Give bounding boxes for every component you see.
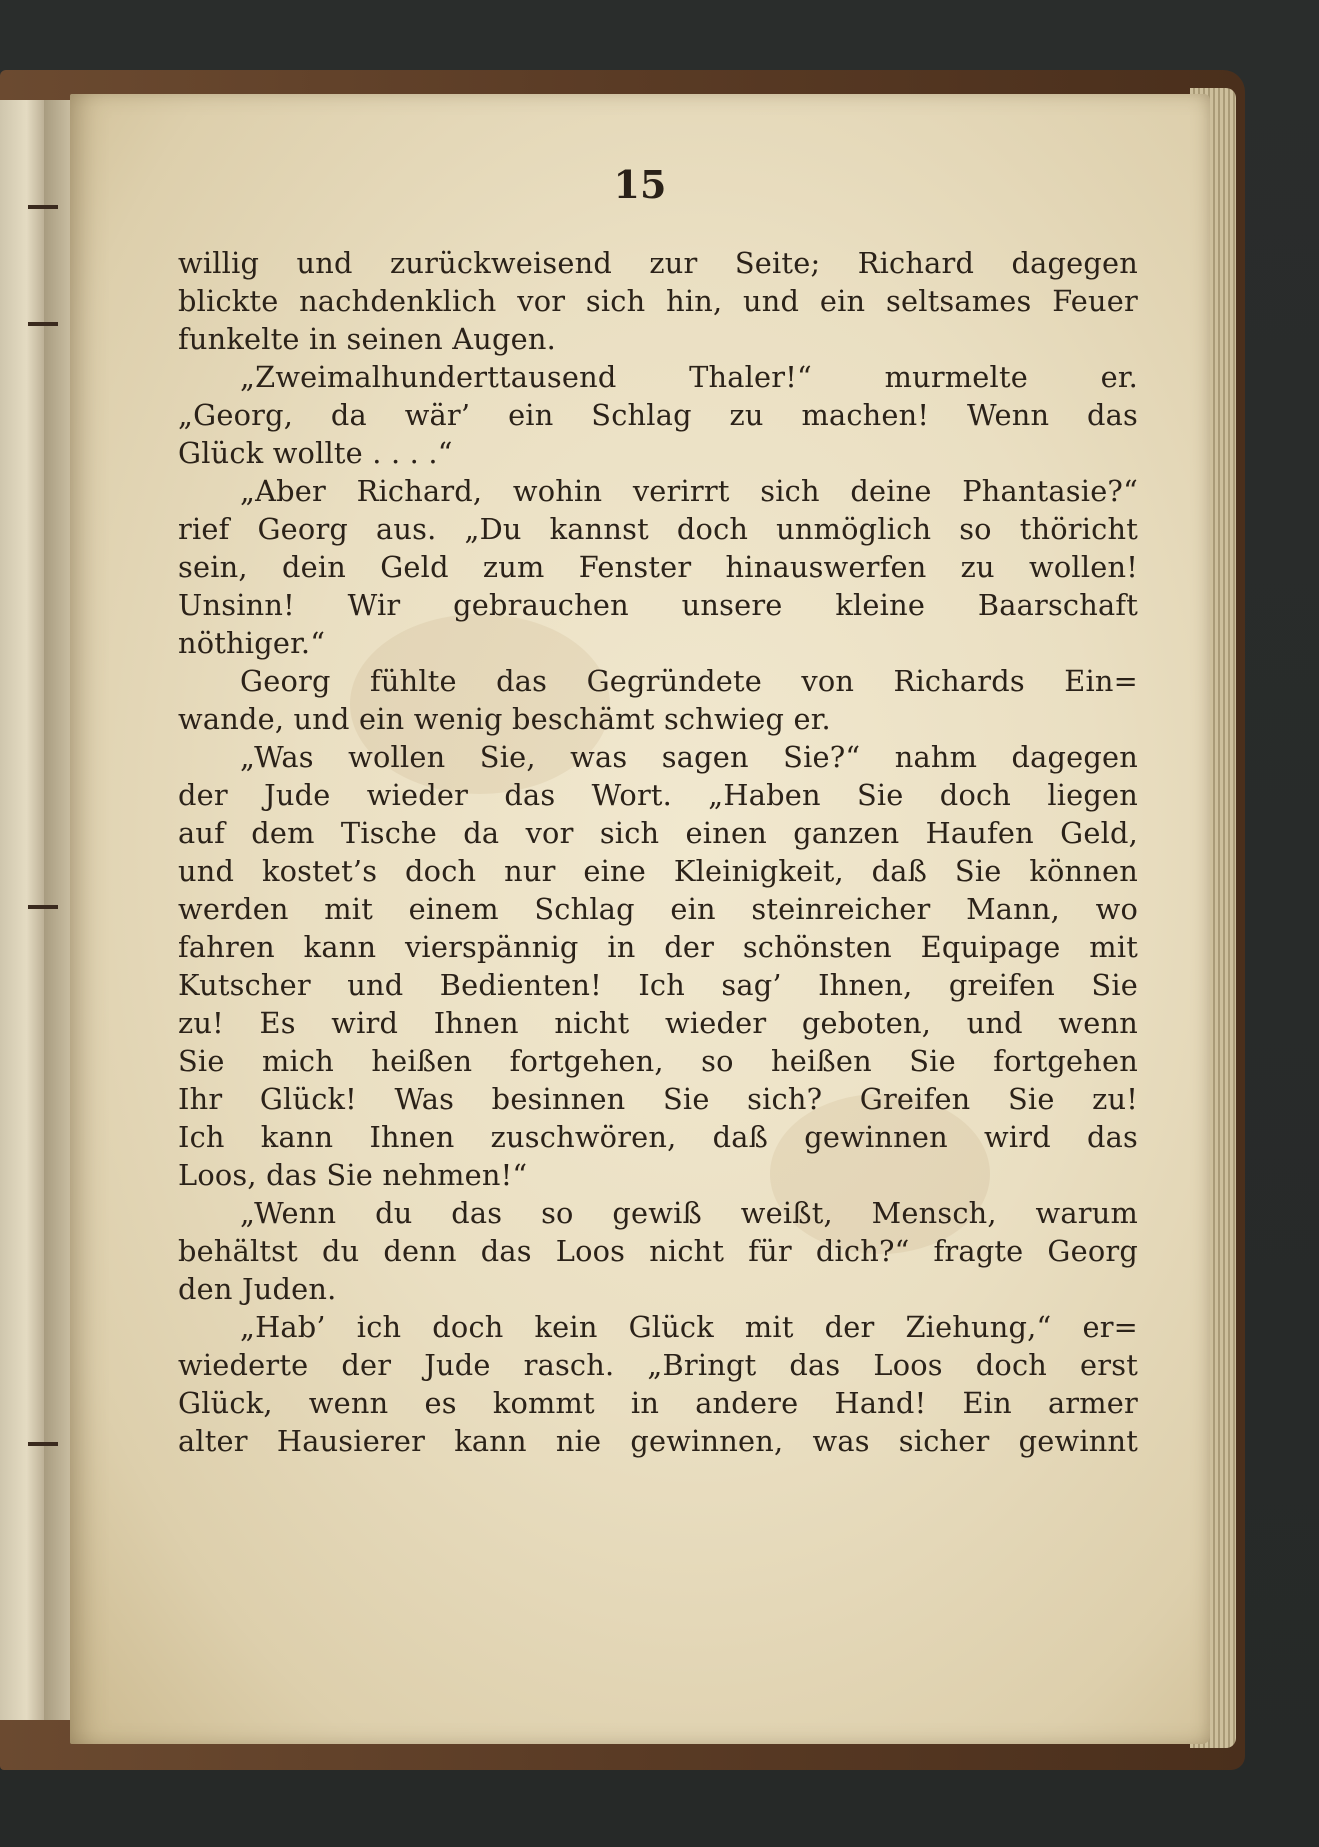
text-line: wiederte der Jude rasch. „Bringt das Loos doch erst (178, 1348, 1138, 1382)
text-line: fahren kann vierspännig in der schönsten Equipage mit (178, 930, 1138, 964)
text-line: „Georg, da wär’ ein Schlag zu machen! Wenn das (178, 398, 1138, 432)
text-line: willig und zurückweisend zur Seite; Richard dagegen (178, 246, 1138, 280)
text-line: wande, und ein wenig beschämt schwieg er. (178, 702, 831, 736)
book-page (70, 94, 1210, 1744)
text-line: werden mit einem Schlag ein steinreicher Mann, wo (178, 892, 1138, 926)
text-line: Loos, das Sie nehmen!“ (178, 1158, 528, 1192)
text-line: Kutscher und Bedienten! Ich sag’ Ihnen, greifen Sie (178, 968, 1138, 1002)
text-line: den Juden. (178, 1272, 337, 1306)
text-line: rief Georg aus. „Du kannst doch unmöglich so thöricht (178, 512, 1138, 546)
text-line: „Hab’ ich doch kein Glück mit der Ziehung,“ er= (240, 1310, 1138, 1344)
text-line: Glück wollte . . . .“ (178, 436, 453, 470)
text-line: Sie mich heißen fortgehen, so heißen Sie fortgehen (178, 1044, 1138, 1078)
binding-thread (28, 1442, 58, 1446)
left-page-edge (0, 100, 46, 1720)
text-line: blickte nachdenklich vor sich hin, und ein seltsames Feuer (178, 284, 1138, 318)
text-line: „Was wollen Sie, was sagen Sie?“ nahm dagegen (240, 740, 1138, 774)
text-line: „Aber Richard, wohin verirrt sich deine Phantasie?“ (240, 474, 1138, 508)
page-number: 15 (613, 162, 667, 207)
text-line: Ich kann Ihnen zuschwören, daß gewinnen wird das (178, 1120, 1138, 1154)
text-line: und kostet’s doch nur eine Kleinigkeit, daß Sie können (178, 854, 1138, 888)
text-line: sein, dein Geld zum Fenster hinauswerfen zu wollen! (178, 550, 1138, 584)
text-line: funkelte in seinen Augen. (178, 322, 556, 356)
text-line: der Jude wieder das Wort. „Haben Sie doch liegen (178, 778, 1138, 812)
text-line: nöthiger.“ (178, 626, 326, 660)
text-line: behältst du denn das Loos nicht für dich?“ fragte Georg (178, 1234, 1138, 1268)
text-line: Glück, wenn es kommt in andere Hand! Ein armer (178, 1386, 1138, 1420)
binding-thread (28, 322, 58, 326)
binding-thread (28, 905, 58, 909)
text-line: Georg fühlte das Gegründete von Richards Ein= (240, 664, 1138, 698)
text-line: zu! Es wird Ihnen nicht wieder geboten, und wenn (178, 1006, 1138, 1040)
text-line: Ihr Glück! Was besinnen Sie sich? Greifen Sie zu! (178, 1082, 1138, 1116)
text-line: „Wenn du das so gewiß weißt, Mensch, warum (240, 1196, 1138, 1230)
text-line: „Zweimalhunderttausend Thaler!“ murmelte er. (240, 360, 1138, 394)
page-body-text (178, 244, 1138, 1460)
text-line: Unsinn! Wir gebrauchen unsere kleine Baarschaft (178, 588, 1138, 622)
text-line: auf dem Tische da vor sich einen ganzen Haufen Geld, (178, 816, 1138, 850)
binding-thread (28, 205, 58, 209)
text-line: alter Hausierer kann nie gewinnen, was sicher gewinnt (178, 1424, 1138, 1458)
